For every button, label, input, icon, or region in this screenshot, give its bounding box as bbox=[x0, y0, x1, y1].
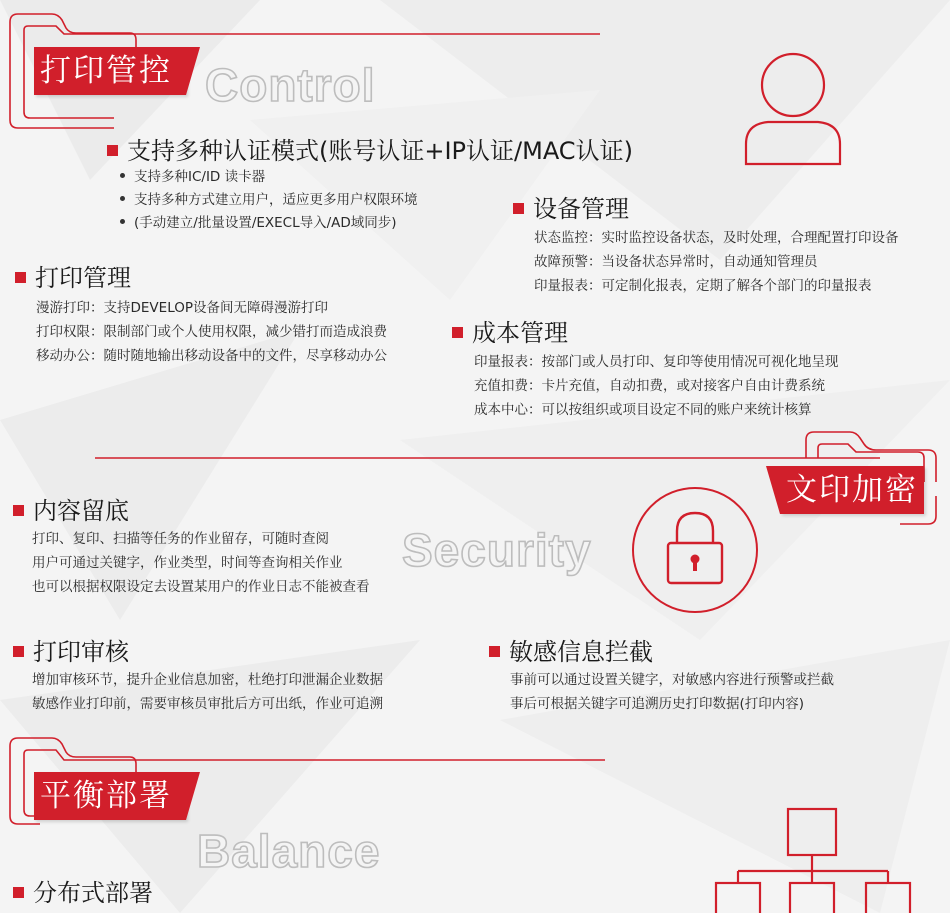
print-audit-list bbox=[32, 668, 383, 716]
content-retention-heading: 内容留底 bbox=[13, 496, 129, 526]
security-ghost-title: Security bbox=[402, 524, 592, 576]
list-item: 用户可通过关键字，作业类型，时间等查询相关作业 bbox=[32, 555, 343, 571]
list-item: 支持多种方式建立用户，适应更多用户权限环境 bbox=[120, 189, 418, 212]
sensitive-info-list bbox=[510, 668, 834, 716]
bullet-square bbox=[489, 646, 500, 657]
balance-banner: 平衡部署 bbox=[34, 772, 186, 820]
device-management-list bbox=[534, 226, 899, 298]
list-item: 敏感作业打印前，需要审核员审批后方可出纸，作业可追溯 bbox=[32, 696, 383, 712]
list-item: 印量报表：可定制化报表，定期了解各个部门的印量报表 bbox=[534, 278, 872, 294]
control-banner: 打印管控 bbox=[34, 47, 186, 95]
org-chart-icon bbox=[708, 805, 928, 913]
list-item: 印量报表：按部门或人员打印、复印等使用情况可视化地呈现 bbox=[474, 354, 839, 370]
lock-icon bbox=[630, 485, 760, 615]
content-retention-list bbox=[32, 527, 370, 599]
list-item: 事前可以通过设置关键字，对敏感内容进行预警或拦截 bbox=[510, 672, 834, 688]
bullet-square bbox=[107, 145, 118, 156]
print-audit-heading: 打印审核 bbox=[13, 637, 129, 667]
cost-management-heading: 成本管理 bbox=[452, 318, 568, 348]
print-management-heading: 打印管理 bbox=[15, 263, 131, 293]
bullet-square bbox=[13, 887, 24, 898]
list-item: 事后可根据关键字可追溯历史打印数据(打印内容) bbox=[510, 696, 805, 712]
device-management-heading: 设备管理 bbox=[513, 194, 629, 224]
list-item: 移动办公：随时随地输出移动设备中的文件，尽享移动办公 bbox=[36, 348, 387, 364]
bullet-square bbox=[15, 272, 26, 283]
list-item: 增加审核环节，提升企业信息加密，杜绝打印泄漏企业数据 bbox=[32, 672, 383, 688]
balance-ghost-title: Balance bbox=[197, 825, 381, 877]
security-banner: 文印加密 bbox=[780, 466, 924, 514]
list-item: 故障预警：当设备状态异常时，自动通知管理员 bbox=[534, 254, 818, 270]
list-item: 状态监控：实时监控设备状态，及时处理，合理配置打印设备 bbox=[534, 230, 899, 246]
bullet-square bbox=[513, 203, 524, 214]
list-item: 充值扣费：卡片充值，自动扣费，或对接客户自由计费系统 bbox=[474, 378, 825, 394]
user-icon bbox=[738, 40, 848, 170]
list-item: 成本中心：可以按组织或项目设定不同的账户来统计核算 bbox=[474, 402, 812, 418]
cost-management-list bbox=[474, 350, 839, 422]
list-item: 打印权限：限制部门或个人使用权限，减少错打而造成浪费 bbox=[36, 324, 387, 340]
bullet-square bbox=[13, 646, 24, 657]
list-item: 漫游打印：支持DEVELOP设备间无障碍漫游打印 bbox=[36, 300, 328, 316]
distributed-deploy-heading: 分布式部署 bbox=[13, 878, 153, 908]
auth-modes-heading: 支持多种认证模式(账号认证+IP认证/MAC认证) bbox=[107, 136, 633, 166]
list-item: 打印、复印、扫描等任务的作业留存，可随时查阅 bbox=[32, 531, 329, 547]
list-item: 支持多种IC/ID 读卡器 bbox=[120, 166, 418, 189]
auth-modes-list bbox=[120, 166, 418, 235]
bullet-square bbox=[452, 327, 463, 338]
list-item: 也可以根据权限设定去设置某用户的作业日志不能被查看 bbox=[32, 579, 370, 595]
control-ghost-title: Control bbox=[205, 59, 376, 111]
bullet-square bbox=[13, 505, 24, 516]
print-management-list bbox=[36, 296, 387, 368]
list-item: (手动建立/批量设置/EXECL导入/AD域同步) bbox=[120, 212, 418, 235]
sensitive-info-heading: 敏感信息拦截 bbox=[489, 637, 653, 667]
